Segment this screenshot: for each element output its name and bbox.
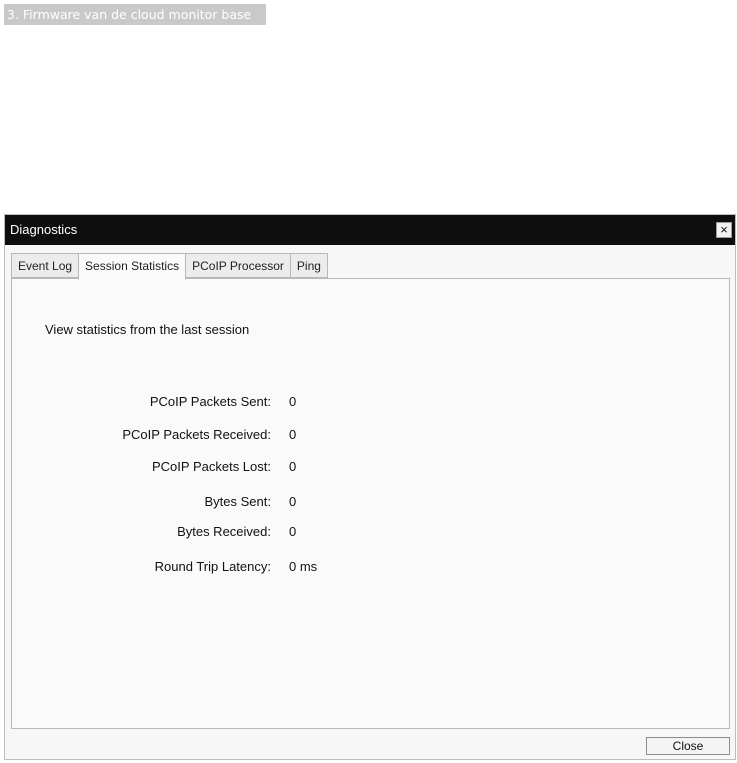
session-statistics-panel (11, 278, 730, 729)
packets-lost-label: PCoIP Packets Lost: (152, 459, 271, 474)
tab-pcoip-processor[interactable]: PCoIP Processor (185, 253, 291, 278)
dialog-titlebar (5, 215, 735, 245)
round-trip-latency-label: Round Trip Latency: (154, 559, 271, 574)
packets-received-value: 0 (289, 427, 297, 442)
round-trip-latency-value: 0 ms (289, 559, 318, 574)
tab-event-log[interactable]: Event Log (11, 253, 79, 278)
packets-sent-label: PCoIP Packets Sent: (149, 394, 271, 409)
bytes-received-label: Bytes Received: (177, 524, 271, 539)
packets-lost-value: 0 (289, 459, 297, 474)
diagnostics-dialog (4, 214, 736, 760)
close-button[interactable]: Close (646, 737, 730, 755)
dialog-title: Diagnostics (10, 222, 78, 237)
packets-received-label: PCoIP Packets Received: (122, 427, 271, 442)
bytes-sent-label: Bytes Sent: (204, 494, 271, 509)
tab-session-statistics[interactable]: Session Statistics (78, 253, 186, 280)
section-caption: 3. Firmware van de cloud monitor base (4, 4, 266, 25)
tab-bar (11, 253, 327, 279)
tab-ping[interactable]: Ping (290, 253, 328, 278)
bytes-sent-value: 0 (289, 494, 297, 509)
close-icon[interactable]: × (716, 222, 732, 238)
packets-sent-value: 0 (289, 394, 297, 409)
bytes-received-value: 0 (289, 524, 297, 539)
intro-text: View statistics from the last session (45, 322, 250, 337)
